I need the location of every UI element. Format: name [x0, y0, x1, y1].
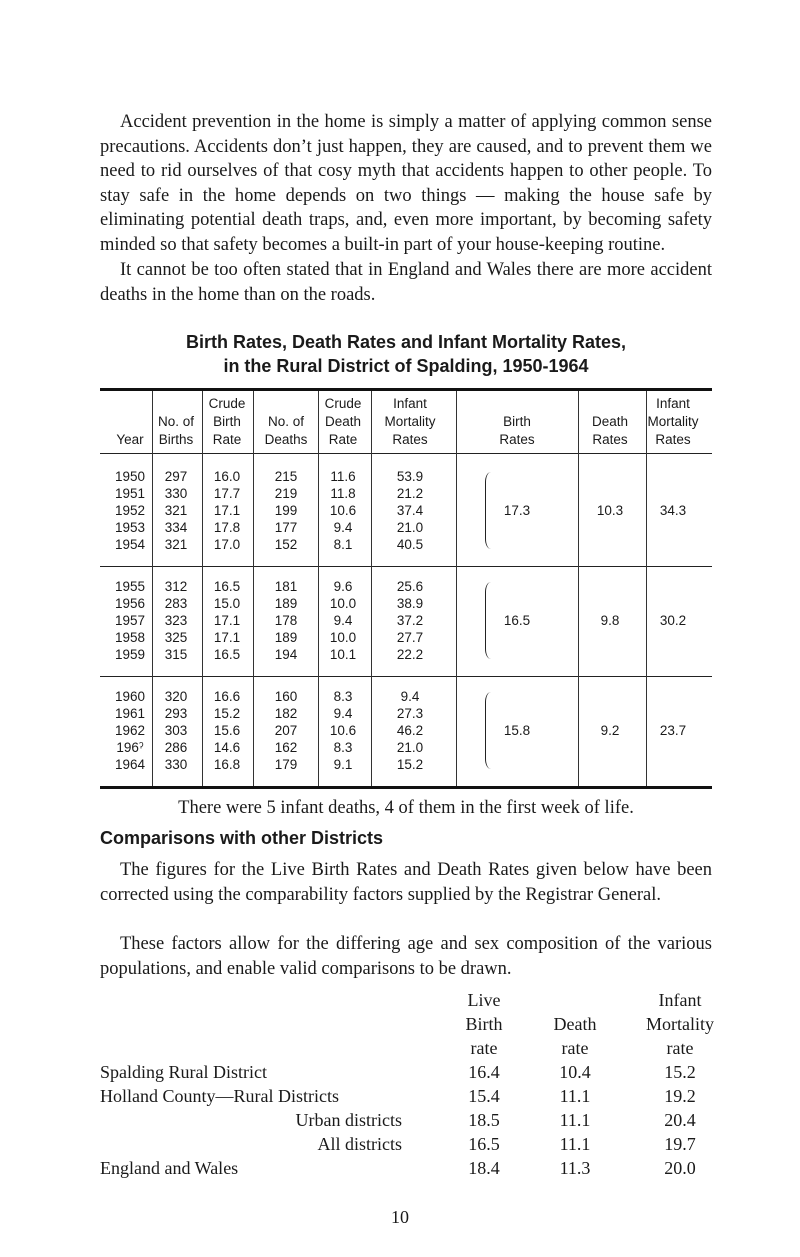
year-cell: 1955: [114, 579, 146, 594]
table-cell: 330: [164, 757, 188, 772]
year-header: Year: [116, 432, 144, 447]
birth-rates-header: Birth: [503, 414, 531, 429]
table-cell: 330: [164, 486, 188, 501]
table-cell: 15.6: [213, 723, 241, 738]
table-cell: 15.2: [213, 706, 241, 721]
year-cell: 1957: [114, 613, 146, 628]
comparison-value: 16.5: [468, 1134, 500, 1154]
table-cell: 16.5: [213, 579, 241, 594]
death-rate-header: Death: [553, 1014, 597, 1034]
births-header: Births: [158, 432, 194, 447]
table-cell: 22.2: [396, 647, 424, 662]
table-cell: 199: [274, 503, 298, 518]
table-cell: 38.9: [396, 596, 424, 611]
comparison-value: 18.5: [468, 1110, 500, 1130]
death-rates-header: Death: [591, 414, 629, 429]
table-cell: 37.4: [396, 503, 424, 518]
table-cell: 21.0: [396, 740, 424, 755]
table-cell: 17.7: [213, 486, 241, 501]
table-cell: 160: [274, 689, 298, 704]
table-cell: 303: [164, 723, 188, 738]
group-death-rate: 10.3: [596, 502, 624, 518]
comparison-value: 19.7: [664, 1134, 696, 1154]
intro-paragraph: It cannot be too often stated that in England and Wales there are more accident deaths in the home than on the roads.: [100, 260, 712, 305]
table-cell: 152: [274, 537, 298, 552]
table-cell: 297: [164, 469, 188, 484]
table-cell: 286: [164, 740, 188, 755]
comparison-row-label: Spalding Rural District: [100, 1062, 267, 1082]
comparison-value: 20.4: [664, 1110, 696, 1130]
year-cell: 1964: [114, 757, 146, 772]
comparisons-paragraph: These factors allow for the differing age and sex composition of the various populations, and enable valid comparisons to be drawn.: [100, 934, 712, 979]
year-cell: 1959: [114, 647, 146, 662]
page-number: 10: [391, 1207, 409, 1227]
table-cell: 323: [164, 613, 188, 628]
table-cell: 293: [164, 706, 188, 721]
intro-paragraph: Accident prevention in the home is simply a matter of applying common sense precautions. Accidents don’t just happen, they are caused, and to prevent them we need to rid ourselves of that cosy myth that accidents happen to other people. To stay safe in the home depends on two things — making the house safe by eliminating potential death traps, and, even more important, by becoming safety minded so that safety becomes a built-in part of your house-keeping routine.: [100, 112, 712, 255]
table-cell: 177: [274, 520, 298, 535]
table-cell: 194: [274, 647, 298, 662]
year-cell: 1954: [114, 537, 146, 552]
table-cell: 9.4: [333, 613, 353, 628]
table-cell: 10.1: [329, 647, 357, 662]
table-cell: 21.0: [396, 520, 424, 535]
table-cell: 15.0: [213, 596, 241, 611]
table-cell: 10.0: [329, 596, 357, 611]
table-cell: 15.2: [396, 757, 424, 772]
birth-rate-header: Rate: [212, 432, 242, 447]
group-birth-rate: 17.3: [503, 502, 531, 518]
year-cell: 1958: [114, 630, 146, 645]
infant-mortality-rates-header: Infant: [656, 396, 690, 411]
table-cell: 8.3: [333, 740, 353, 755]
table-cell: 17.1: [213, 630, 241, 645]
comparison-value: 20.0: [664, 1158, 696, 1178]
table-cell: 320: [164, 689, 188, 704]
table-cell: 178: [274, 613, 298, 628]
infant-mortality-rate-header: Mortality: [646, 1014, 714, 1034]
table-cell: 46.2: [396, 723, 424, 738]
table-cell: 14.6: [213, 740, 241, 755]
table-cell: 27.7: [396, 630, 424, 645]
birth-rate-header: Crude: [208, 396, 246, 411]
table-cell: 17.1: [213, 503, 241, 518]
comparison-value: 18.4: [468, 1158, 500, 1178]
group-infant-mortality-rate: 30.2: [659, 612, 687, 628]
infant-mortality-header: Infant: [393, 396, 427, 411]
table-cell: 207: [274, 723, 298, 738]
table-cell: 8.1: [333, 537, 353, 552]
birth-rate-header: Birth: [213, 414, 241, 429]
table-group-rule: [100, 676, 712, 677]
table-header-rule: [100, 453, 712, 454]
table-cell: 10.6: [329, 503, 357, 518]
infant-deaths-note: There were 5 infant deaths, 4 of them in the first week of life.: [178, 798, 634, 818]
live-birth-rate-header: rate: [470, 1038, 498, 1058]
table-cell: 10.6: [329, 723, 357, 738]
table-cell: 321: [164, 537, 188, 552]
table-cell: 9.4: [333, 520, 353, 535]
comparisons-paragraph: The figures for the Live Birth Rates and Death Rates given below have been corrected using the comparability factors supplied by the Registrar General.: [100, 860, 712, 905]
death-rate-header: Rate: [328, 432, 358, 447]
table-cell: 16.8: [213, 757, 241, 772]
table-cell: 9.4: [400, 689, 420, 704]
live-birth-rate-header: Birth: [465, 1014, 503, 1034]
comparison-row-label: Holland County—Rural Districts: [100, 1086, 339, 1106]
table-cell: 8.3: [333, 689, 353, 704]
comparison-value: 11.1: [559, 1134, 591, 1154]
death-rate-header: Crude: [324, 396, 362, 411]
table-cell: 312: [164, 579, 188, 594]
comparison-value: 11.1: [559, 1086, 591, 1106]
table-cell: 321: [164, 503, 188, 518]
death-rate-header: rate: [561, 1038, 589, 1058]
comparison-row-label: Urban districts: [295, 1110, 402, 1130]
table-cell: 25.6: [396, 579, 424, 594]
comparison-row-label: England and Wales: [100, 1158, 239, 1178]
table-cell: 334: [164, 520, 188, 535]
table-cell: 17.8: [213, 520, 241, 535]
table-title: Birth Rates, Death Rates and Infant Mortality Rates,: [185, 332, 627, 352]
table-cell: 315: [164, 647, 188, 662]
table-cell: 17.0: [213, 537, 241, 552]
deaths-header: No. of: [267, 414, 305, 429]
comparison-value: 15.2: [664, 1062, 696, 1082]
year-cell: 1953: [114, 520, 146, 535]
group-death-rate: 9.8: [600, 612, 620, 628]
table-cell: 325: [164, 630, 188, 645]
table-cell: 181: [274, 579, 298, 594]
table-cell: 189: [274, 630, 298, 645]
table-cell: 179: [274, 757, 298, 772]
year-cell: 1950: [114, 469, 146, 484]
comparison-value: 19.2: [664, 1086, 696, 1106]
table-cell: 10.0: [329, 630, 357, 645]
comparison-value: 16.4: [468, 1062, 500, 1082]
table-top-rule: [100, 388, 712, 391]
table-bottom-rule: [100, 786, 712, 789]
infant-mortality-rates-header: Rates: [655, 432, 691, 447]
table-cell: 27.3: [396, 706, 424, 721]
comparison-value: 15.4: [468, 1086, 500, 1106]
table-cell: 16.0: [213, 469, 241, 484]
infant-mortality-rate-header: rate: [666, 1038, 694, 1058]
table-cell: 11.8: [330, 486, 356, 501]
table-cell: 283: [164, 596, 188, 611]
infant-mortality-rate-header: Infant: [658, 990, 702, 1010]
group-birth-rate: 15.8: [503, 722, 531, 738]
column-divider: [456, 391, 457, 786]
table-cell: 9.4: [333, 706, 353, 721]
table-subtitle: in the Rural District of Spalding, 1950-1964: [223, 356, 589, 376]
table-cell: 11.6: [330, 469, 356, 484]
year-cell: 1952: [114, 503, 146, 518]
comparisons-heading: Comparisons with other Districts: [100, 828, 384, 848]
live-birth-rate-header: Live: [467, 990, 501, 1010]
comparison-value: 11.3: [559, 1158, 591, 1178]
table-cell: 215: [274, 469, 298, 484]
table-cell: 219: [274, 486, 298, 501]
group-infant-mortality-rate: 34.3: [659, 502, 687, 518]
infant-mortality-header: Rates: [392, 432, 428, 447]
table-group-rule: [100, 566, 712, 567]
group-infant-mortality-rate: 23.7: [659, 722, 687, 738]
table-cell: 9.6: [333, 579, 353, 594]
comparison-value: 10.4: [559, 1062, 591, 1082]
infant-mortality-rates-header: Mortality: [647, 414, 699, 429]
table-cell: 16.6: [213, 689, 241, 704]
table-cell: 189: [274, 596, 298, 611]
year-cell: 1961: [114, 706, 146, 721]
death-rate-header: Death: [324, 414, 362, 429]
year-cell: 1951: [114, 486, 146, 501]
table-cell: 17.1: [213, 613, 241, 628]
year-cell: 1956: [114, 596, 146, 611]
births-header: No. of: [157, 414, 195, 429]
table-cell: 182: [274, 706, 298, 721]
table-cell: 40.5: [396, 537, 424, 552]
table-cell: 37.2: [396, 613, 424, 628]
death-rates-header: Rates: [592, 432, 628, 447]
birth-rates-header: Rates: [499, 432, 535, 447]
table-cell: 162: [274, 740, 298, 755]
table-cell: 53.9: [396, 469, 424, 484]
comparison-row-label: All districts: [317, 1134, 402, 1154]
group-birth-rate: 16.5: [503, 612, 531, 628]
year-cell: 196ˀ: [116, 740, 144, 755]
year-cell: 1960: [114, 689, 146, 704]
year-cell: 1962: [114, 723, 146, 738]
group-death-rate: 9.2: [600, 722, 620, 738]
comparison-value: 11.1: [559, 1110, 591, 1130]
table-cell: 21.2: [396, 486, 424, 501]
deaths-header: Deaths: [264, 432, 308, 447]
table-cell: 16.5: [213, 647, 241, 662]
infant-mortality-header: Mortality: [384, 414, 436, 429]
table-cell: 9.1: [333, 757, 353, 772]
